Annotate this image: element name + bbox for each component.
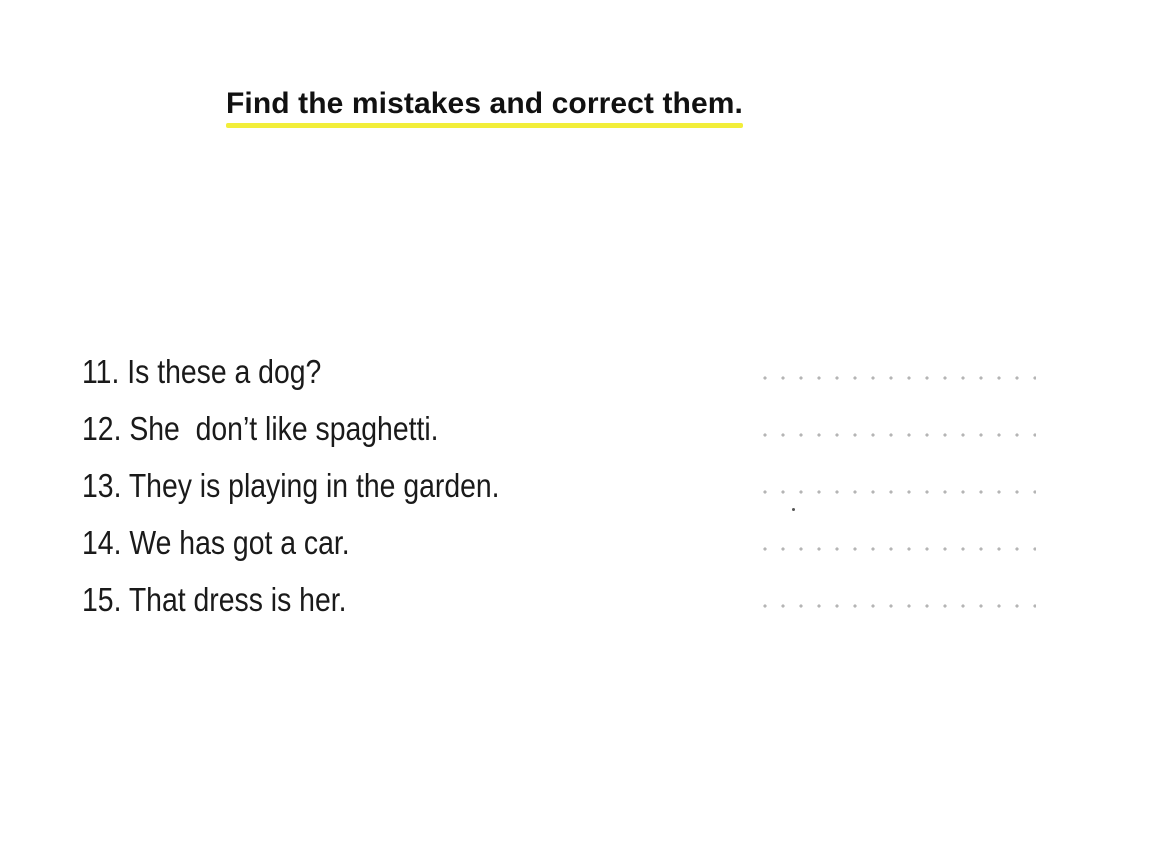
stray-dot	[792, 508, 795, 511]
exercise-sentence	[82, 407, 439, 451]
heading-wrap	[226, 86, 743, 128]
exercise-sentence	[82, 578, 347, 622]
exercise-list	[82, 350, 1042, 635]
item-number: 11.	[82, 353, 120, 390]
answer-blank[interactable]	[756, 489, 1036, 495]
item-sentence: Is these a dog?	[127, 353, 322, 390]
exercise-item-11	[82, 350, 1042, 407]
item-number: 14.	[82, 524, 122, 561]
answer-blank[interactable]	[756, 603, 1036, 609]
item-sentence: We has got a car.	[129, 524, 350, 561]
exercise-sentence	[82, 350, 321, 394]
item-number: 13.	[82, 467, 122, 504]
answer-blank[interactable]	[756, 546, 1036, 552]
exercise-item-13	[82, 464, 1042, 521]
item-number: 12.	[82, 410, 122, 447]
exercise-sentence	[82, 464, 500, 508]
exercise-item-12	[82, 407, 1042, 464]
exercise-sentence	[82, 521, 350, 565]
heading-highlight-underline	[226, 123, 743, 128]
item-sentence: She don’t like spaghetti.	[129, 410, 439, 447]
exercise-item-14	[82, 521, 1042, 578]
item-sentence: That dress is her.	[128, 581, 347, 618]
answer-blank[interactable]	[756, 432, 1036, 438]
exercise-item-15	[82, 578, 1042, 635]
item-sentence: They is playing in the garden.	[128, 467, 500, 504]
page-title: Find the mistakes and correct them.	[226, 87, 743, 120]
item-number: 15.	[82, 581, 122, 618]
answer-blank[interactable]	[756, 375, 1036, 381]
